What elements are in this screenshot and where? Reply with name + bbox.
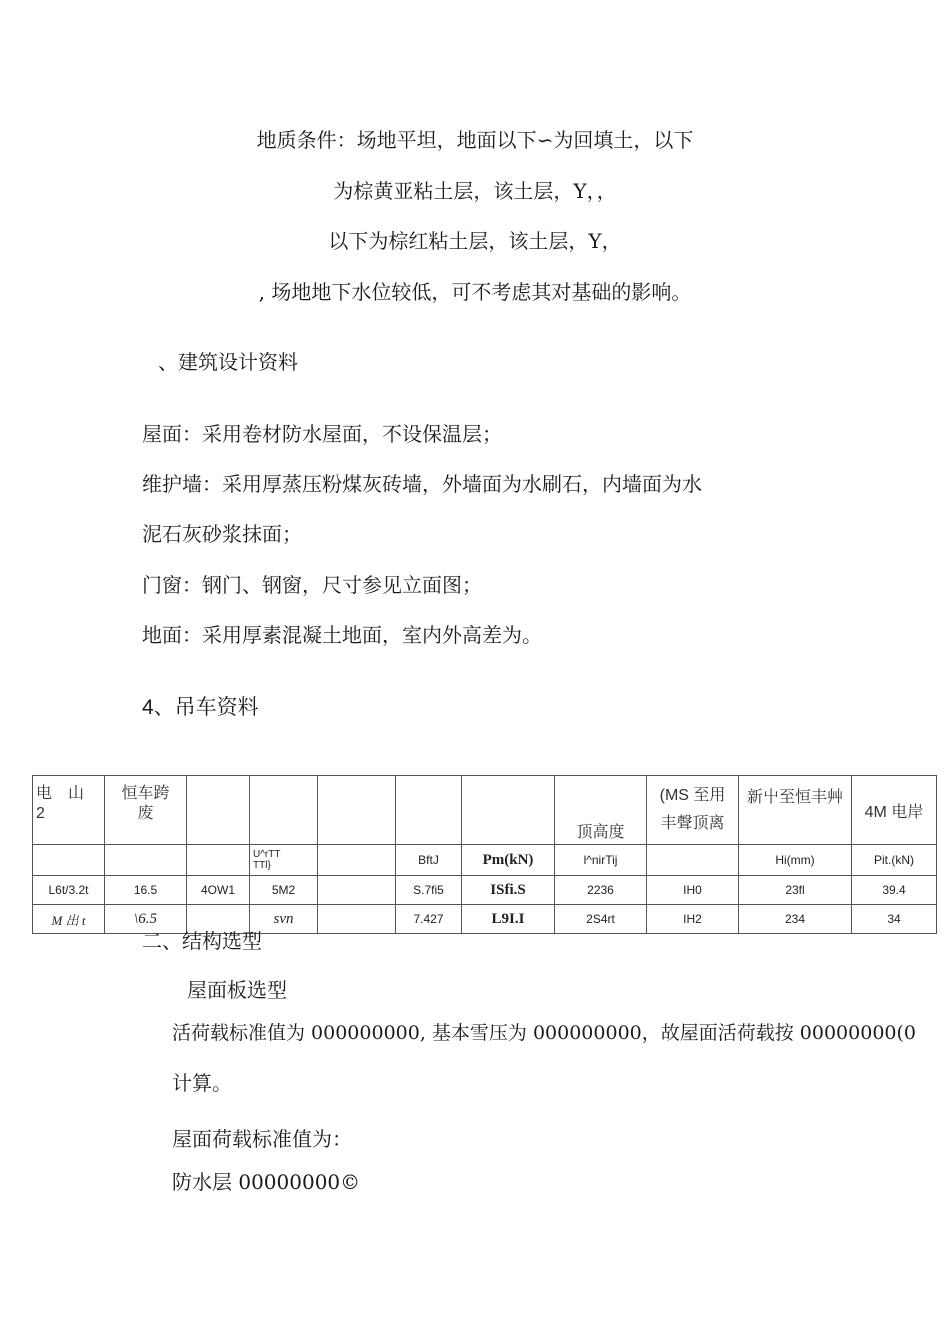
header-cell <box>318 776 396 845</box>
subheader-cell: U^rTT TTl} <box>250 845 318 876</box>
table-subheader-row <box>33 845 937 876</box>
wall-text-line-2: 泥石灰砂浆抹面； <box>142 522 302 546</box>
subheader-cell <box>105 845 187 876</box>
header-cell: 新屮至恒丰艸 <box>739 776 852 845</box>
geology-line-1: 地质条件：场地平坦，地面以下∽为回填土，以下 <box>256 128 694 152</box>
subheader-cell: l^nirTij <box>555 845 647 876</box>
table-cell <box>318 905 396 934</box>
subheader-cell <box>318 845 396 876</box>
subheader-cell: Pm(kN) <box>462 845 555 876</box>
table-cell: 23fl <box>739 876 852 905</box>
table-cell: 34 <box>852 905 937 934</box>
table-cell: M 出 t <box>33 905 105 934</box>
architecture-heading: 、建筑设计资料 <box>158 350 298 374</box>
table-header-row <box>33 776 937 845</box>
table-cell: 2S4rt <box>555 905 647 934</box>
table-cell: 5M2 <box>250 876 318 905</box>
geology-line-2: 为棕黄亚粘土层，该土层，Y，， <box>333 179 617 203</box>
header-cell: 电 山 2 <box>33 776 105 845</box>
table-cell <box>318 876 396 905</box>
table-cell: \6.5 <box>105 905 187 934</box>
table-cell: ISfi.S <box>462 876 555 905</box>
header-cell <box>462 776 555 845</box>
subheader-cell <box>647 845 739 876</box>
table-cell: 2236 <box>555 876 647 905</box>
crane-heading: 4、吊车资料 <box>142 696 259 719</box>
table-cell: 39.4 <box>852 876 937 905</box>
header-cell: (MS 至用 丰聲顶离 <box>647 776 739 845</box>
header-cell: 4M 电岸 <box>852 776 937 845</box>
header-cell: 恒车跨 废 <box>105 776 187 845</box>
table-cell: 7.427 <box>396 905 462 934</box>
table-cell: L6t/3.2t <box>33 876 105 905</box>
floor-text: 地面：采用厚素混凝土地面，室内外高差为。 <box>142 623 542 647</box>
live-load-line-1: 活荷载标准值为 000000000, 基本雪压为 000000000，故屋面活荷载按 00000000(0 <box>172 1022 916 1044</box>
waterproof-layer-text: 防水层 00000000© <box>172 1170 361 1194</box>
table-cell: svn <box>250 905 318 934</box>
header-cell <box>396 776 462 845</box>
header-cell <box>250 776 318 845</box>
table-cell: S.7fi5 <box>396 876 462 905</box>
doors-windows-text: 门窗：钢门、钢窗，尺寸参见立面图； <box>142 573 482 597</box>
roof-load-text: 屋面荷载标准值为： <box>172 1127 352 1151</box>
table-cell: 234 <box>739 905 852 934</box>
geology-line-3: 以下为棕红粘土层，该土层，Y， <box>328 229 622 253</box>
table-cell: 16.5 <box>105 876 187 905</box>
structure-heading: 二、结构选型 <box>142 929 262 953</box>
subheader-cell: Pit.(kN) <box>852 845 937 876</box>
wall-text-line-1: 维护墙：采用厚蒸压粉煤灰砖墙，外墙面为水刷石，内墙面为水 <box>142 472 702 496</box>
roof-text: 屋面：采用卷材防水屋面，不设保温层； <box>142 422 502 446</box>
table-cell: L9I.I <box>462 905 555 934</box>
subheader-cell <box>33 845 105 876</box>
table-cell: IH0 <box>647 876 739 905</box>
live-load-line-2: 计算。 <box>172 1071 232 1095</box>
table-cell: 4OW1 <box>187 876 250 905</box>
table-row <box>33 876 937 905</box>
header-cell: 顶高度 <box>555 776 647 845</box>
header-cell <box>187 776 250 845</box>
roof-panel-subheading: 屋面板选型 <box>187 978 287 1002</box>
subheader-cell: BftJ <box>396 845 462 876</box>
crane-data-table <box>32 775 937 934</box>
table-cell: IH2 <box>647 905 739 934</box>
subheader-cell: Hi(mm) <box>739 845 852 876</box>
geology-line-4: , 场地地下水位较低，可不考虑其对基础的影响。 <box>258 280 692 304</box>
subheader-cell <box>187 845 250 876</box>
